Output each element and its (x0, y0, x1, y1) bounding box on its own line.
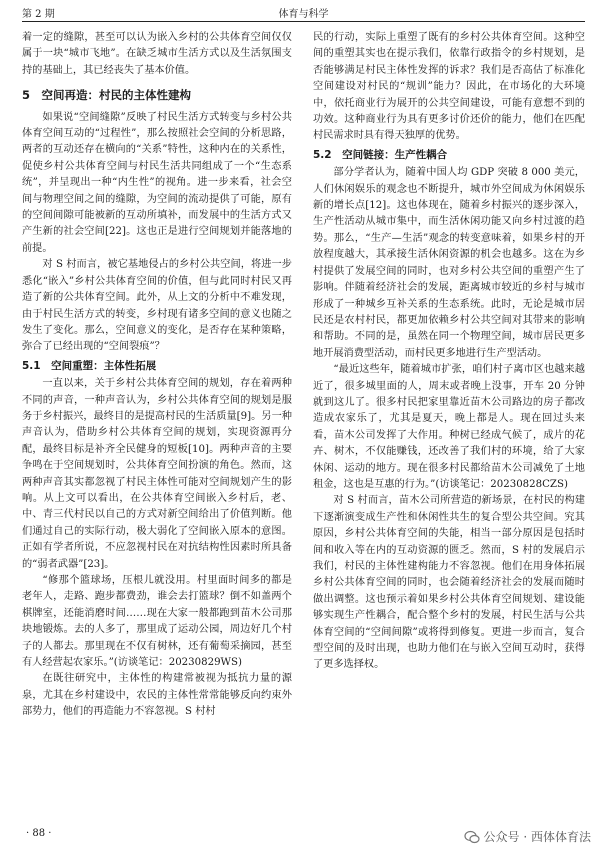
section-heading: 5 空间再造：村民的主体性建构 (22, 88, 191, 103)
paragraph: 对 S 村而言，被它基地侵占的乡村公共空间，将进一步悉化“嵌入”乡村公共体育空间的价值，但与此同时村民又再造了新的公共体育空间。此外，从上文的分析中不难发现，由于村民生活方式的转变，乡村现有诸多空间的意义也随之发生了变化。那么，空间意义的变化，是否存在某种策略，弥合了已经出现的“空间裂痕”？ (22, 259, 292, 353)
wechat-icon (464, 829, 480, 845)
journal-title: 体育与科学 (278, 9, 329, 20)
watermark (464, 828, 591, 845)
paragraph: 部分学者认为，随着中国人均 GDP 突破 8 000 美元，人们休闲娱乐的观念也不断提升，城市外空间成为休闲娱乐新的增长点[12]。这也体现在，随着乡村振兴的逐步深入，生产性活动从城市集中，而生活休闲功能又向乡村过渡的趋势。那么，“生产—生活”观念的转变意味着，如果乡村的开放程度越大，其承接生活休闲资源的机会也越多。这在为乡村提供了发展空间的同时，也对乡村公共空间的重塑产生了影响。伴随着经济社会的发展，距离城市较近的乡村与城市形成了一种城乡互补关系的生态系统。此时，无论是城市居民还是农村村民，都更加依赖乡村公共空间对其带来的影响和帮助。不同的是，虽然在同一个物理空间，城市居民更多地开展消费型活动，而村民更多地进行生产型活动。 (313, 167, 585, 359)
paragraph: 民的行动，实际上重塑了既有的乡村公共体育空间。这种空间的重塑其实也在提示我们，依靠行政指令的乡村规划，是否能够满足村民主体性发挥的诉求？我们是否高估了标准化空间建设对村民的“规训”能力？因此，在市场化的大环境中，依托商业行为展开的公共空间建设，可能有意想不到的功效。这种商业行为具有更多讨价还价的能力，他们在匹配村民需求时具有得天独厚的优势。 (313, 32, 585, 142)
paragraph: 在既往研究中，主体性的构建常被视为抵抗力量的源泉，尤其在乡村建设中，农民的主体性常常能够反向约束外部势力，他们的再造能力不容忽视。S 村村 (22, 673, 292, 718)
paragraph: 对 S 村而言，苗木公司所营造的新场景，在村民的构建下逐渐演变成生产性和休闲性共生的复合型公共空间。究其原因，乡村公共体育空间的失能，相当一部分原因是包括时间和收入等在内的互动资源的匮乏。然而，S 村的发展启示我们，村民的主体性建构能力不容忽视。他们在用身体拓展乡村公共体育空间的同时，也会随着经济社会的发展而随时做出调整。这也预示着如果乡村公共体育空间规划、建设能够实现生产性耦合，配合整个乡村的发展，村民生活与公共体育空间的“空间间隙”或将得到修复。更进一步而言，复合型空间的及时出现，也助力他们在与嵌入空间互动时，获得了更多选择权。 (313, 495, 585, 671)
paragraph: 着一定的缝隙，甚至可以认为嵌入乡村的公共体育空间仅仅属于一块“城市飞地”。在缺乏城市生活方式以及生活氛围支持的基础上，其已经丧失了基本价值。 (22, 32, 292, 76)
paragraph: 如果说“空间缝隙”反映了村民生活方式转变与乡村公共体育空间互动的“过程性”，那么按照社会空间的分析思路，两者的互动还存在横向的“关系”特性，这种内在的关系性，促使乡村公共体育空间与村民生活共同组成了一个“生态系统”，并呈现出一种“内生性”的视角。进一步来看，社会空间与物理空间之间的缝隙，为空间的流动提供了可能，原有的空间间隙可能被新的互动所填补，而发展中的生活方式又产生新的社会空间[22]。这也正是进行空间规划并能落地的前提。 (22, 111, 292, 254)
paragraph: 一直以来，关于乡村公共体育空间的规划，存在着两种不同的声音，一种声音认为，乡村公共体育空间的规划是服务于乡村振兴，最终目的是提高村民的生活质量[9]。另一种声音认为，借助乡村公共体育空间的规划，实现资源再分配，最终目标是补齐全民健身的短板[10]。两种声音的主要争鸣在于空间规划时，公共体育空间扮演的角色。然而，这两种声音其实都忽视了村民主体性可能对空间规划产生的影响。从上文可以看出，在公共体育空间嵌入乡村后，老、中、青三代村民以自己的方式对新空间给出了价值判断。他们通过自己的实际行动，极大弱化了空间嵌入原本的意图。正如有学者所说，不应忽视村民在对抗结构性因素时所具备的“弱者武器”[23]。 (22, 378, 292, 570)
issue-number: 第 2 期 (22, 9, 55, 20)
page-number: · 88 · (26, 828, 52, 839)
interview-quote: “最近这些年，随着城市扩张，咱们村子离市区也越来越近了，很多城里面的人，周末或者晚上没事，开车 20 分钟就到这儿了。很多村民把家里靠近苗木公司路边的房子都改造成农家乐了，尤其是夏天，晚上都是人。现在回过头来看，苗木公司发挥了大作用。种树已经成气候了，成片的花卉、树木，不仅能赚钱，还改善了我们村的环境，给了大家休闲、运动的地方。现在很多村民都给苗木公司减免了土地租金，这也是互惠的行为。”(访谈笔记：20230828CZS) (313, 364, 585, 490)
subsection-heading: 5.1 空间重塑：主体性拓展 (22, 359, 157, 372)
left-column (22, 30, 292, 721)
interview-quote: “修那个篮球场，压根儿就没用。村里面时间多的都是老年人，走路、跑步都费劲，谁会去打篮球？倒不如盖两个棋牌室，还能消磨时间……现在大家一般都跑到苗木公司那块地锻炼。去的人多了，那里成了运动公园，周边好几个村子的人都去。那里现在不仅有树林，还有葡萄采摘园，甚至有人经营起农家乐。”(访谈笔记：20230829WS) (22, 575, 292, 669)
header-rule (22, 21, 585, 22)
subsection-heading: 5.2 空间链接：生产性耦合 (313, 148, 448, 161)
right-column (313, 30, 585, 674)
page-header (22, 5, 585, 21)
watermark-text: 公众号 · 西体体育法 (483, 830, 591, 844)
